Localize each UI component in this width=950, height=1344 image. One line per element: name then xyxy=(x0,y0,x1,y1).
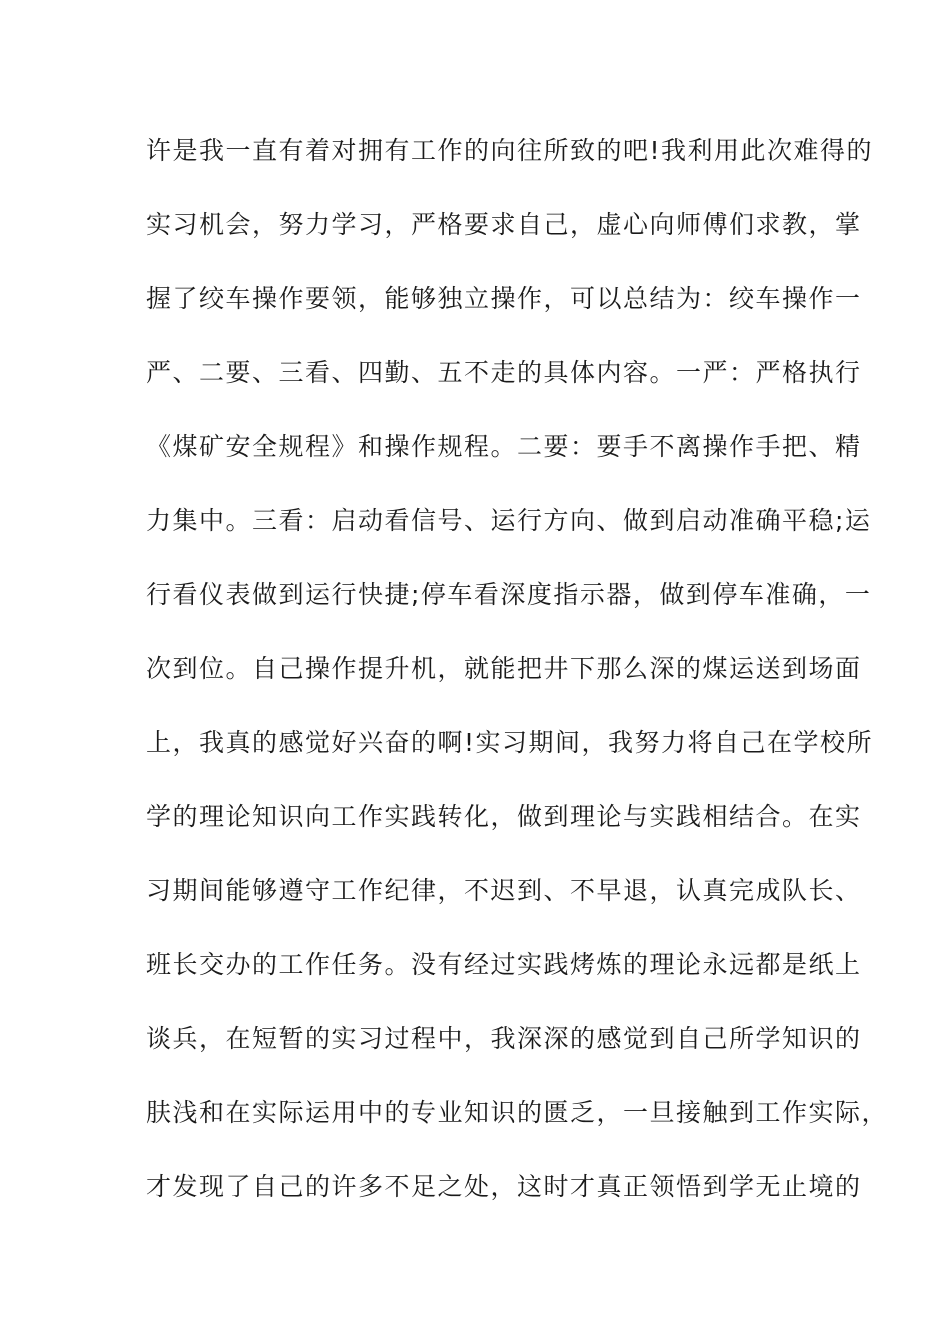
body-text xyxy=(146,128,889,1238)
text-line: 力集中。三看：启动看信号、运行方向、做到启动准确平稳;运 xyxy=(146,506,872,535)
text-line: 行看仪表做到运行快捷;停车看深度指示器，做到停车准确，一 xyxy=(146,580,872,609)
text-line: 才发现了自己的许多不足之处，这时才真正领悟到学无止境的 xyxy=(146,1172,862,1201)
text-line: 许是我一直有着对拥有工作的向往所致的吧!我利用此次难得的 xyxy=(146,136,874,165)
text-line: 实习机会，努力学习，严格要求自己，虚心向师傅们求教，掌 xyxy=(146,210,862,239)
text-line: 习期间能够遵守工作纪律，不迟到、不早退，认真完成队长、 xyxy=(146,876,862,905)
text-line: 上，我真的感觉好兴奋的啊!实习期间，我努力将自己在学校所 xyxy=(146,728,874,757)
text-line: 肤浅和在实际运用中的专业知识的匮乏，一旦接触到工作实际， xyxy=(146,1098,889,1127)
text-line: 次到位。自己操作提升机，就能把井下那么深的煤运送到场面 xyxy=(146,654,862,683)
text-line: 班长交办的工作任务。没有经过实践烤炼的理论永远都是纸上 xyxy=(146,950,862,979)
text-line: 学的理论知识向工作实践转化，做到理论与实践相结合。在实 xyxy=(146,802,862,831)
text-line: 严、二要、三看、四勤、五不走的具体内容。一严：严格执行 xyxy=(146,358,862,387)
text-line: 《煤矿安全规程》和操作规程。二要：要手不离操作手把、精 xyxy=(146,432,862,461)
text-line: 握了绞车操作要领，能够独立操作，可以总结为：绞车操作一 xyxy=(146,284,862,313)
text-line: 谈兵，在短暂的实习过程中，我深深的感觉到自己所学知识的 xyxy=(146,1024,862,1053)
